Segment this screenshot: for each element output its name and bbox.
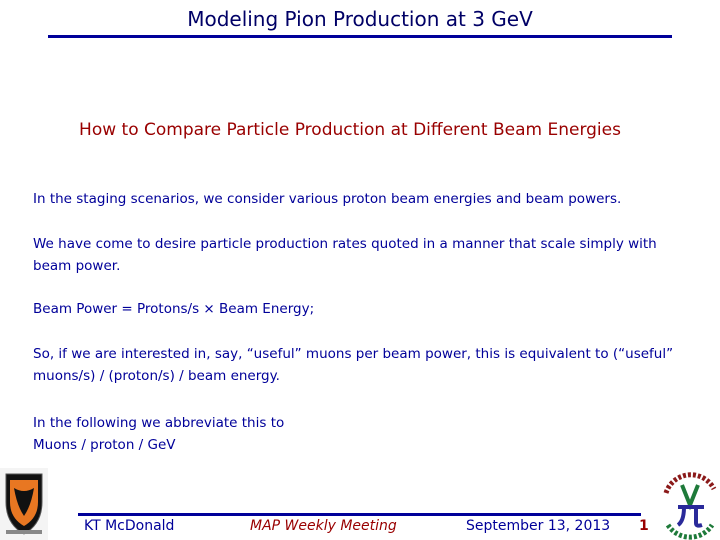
muon-accelerator-program-logo [660,463,720,540]
paragraph-staging: In the staging scenarios, we consider various proton beam energies and beam powers. [33,191,622,207]
footer-divider [78,513,641,516]
princeton-shield-icon [0,468,48,540]
footer-author: KT McDonald [84,518,175,534]
paragraph-beam-power: Beam Power = Protons/s × Beam Energy; [33,301,315,317]
paragraph-abbreviate: In the following we abbreviate this to [33,415,285,431]
slide-title: Modeling Pion Production at 3 GeV [187,7,533,31]
paragraph-scaling: We have come to desire particle production rates quoted in a manner that scale simply with beam power. [33,236,657,274]
paragraph-units: Muons / proton / GeV [33,437,176,453]
slide-subtitle: How to Compare Particle Production at Different Beam Energies [79,120,621,140]
paragraph-equivalent: So, if we are interested in, say, “useful” muons per beam power, this is equivalent to (“useful” muons/s) / (proton/s) / beam energy. [33,346,674,384]
page-number: 1 [639,518,649,534]
footer-date: September 13, 2013 [466,518,611,534]
title-divider [48,35,672,38]
footer-event: MAP Weekly Meeting [250,518,397,534]
